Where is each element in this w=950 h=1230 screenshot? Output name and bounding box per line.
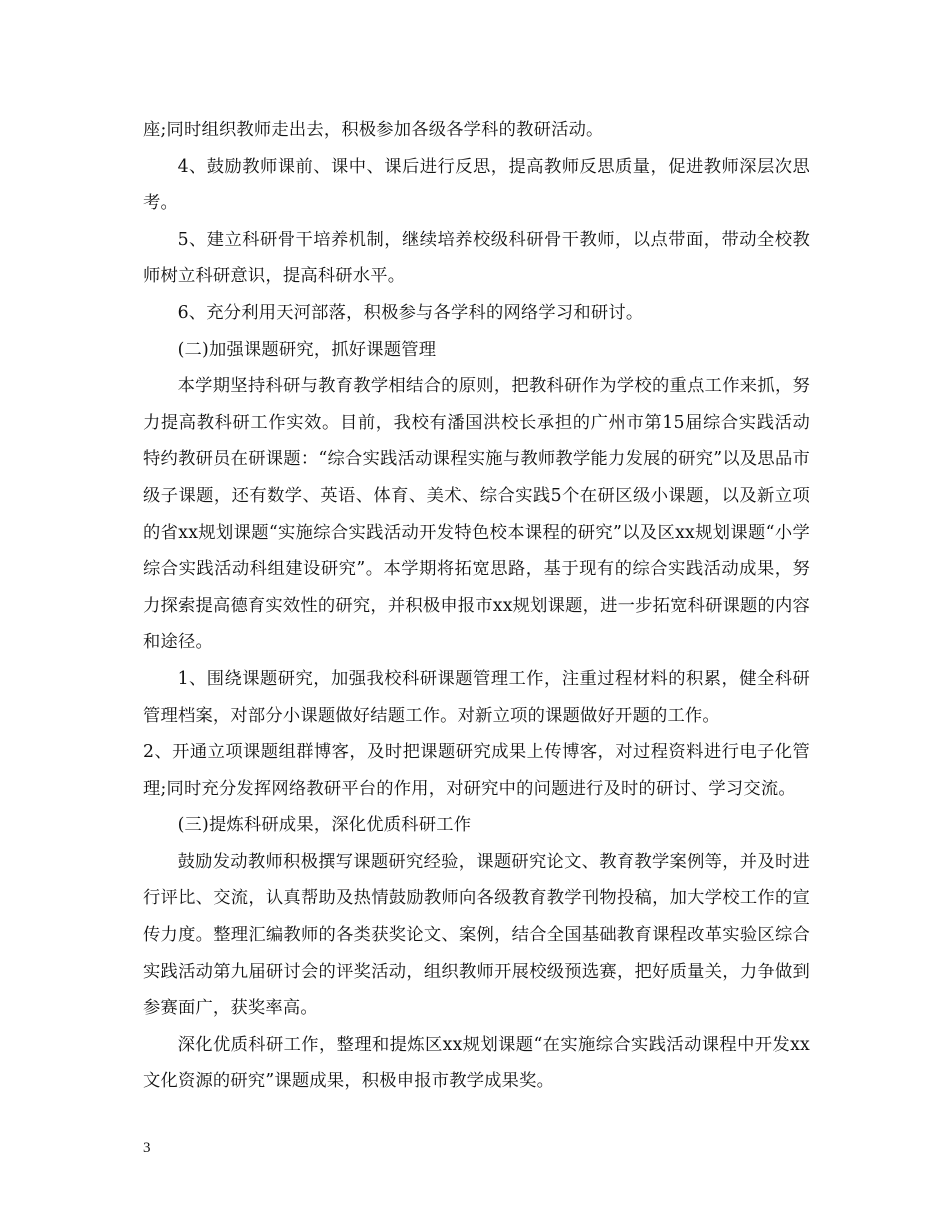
section-heading-3: (三)提炼科研成果，深化优质科研工作 (177, 815, 472, 836)
paragraph-5: 本学期坚持科研与教育教学相结合的原则，把教科研作为学校的重点工作来抓，努力提高教科研工作实效。目前，我校有潘国洪校长承担的广州市第15届综合实践活动特约教研员在研课题：“综合实践活动课程实施与教师教学能力发展的研究”以及思品市级子课题，还有数学、英语、体育、美术、综合实践5个在研区级小课题，以及新立项的省xx规划课题“实施综合实践活动开发特色校本课程的研究”以及区xx规划课题“小学综合实践活动科组建设研究”。本学期将拓宽思路，基于现有的综合实践活动成果，努力探索提高德育实效性的研究，并积极申报市xx规划课题，进一步拓宽科研课题的内容和途径。 (143, 376, 810, 653)
document-body (143, 112, 810, 1100)
paragraph-6: 1、围绕课题研究，加强我校科研课题管理工作，注重过程材料的积累，健全科研管理档案，对部分小课题做好结题工作。对新立项的课题做好开题的工作。 (143, 668, 810, 726)
paragraph-8: 鼓励发动教师积极撰写课题研究经验，课题研究论文、教育教学案例等，并及时进行评比、交流，认真帮助及热情鼓励教师向各级教育教学刊物投稿，加大学校工作的宣传力度。整理汇编教师的各类获奖论文、案例，结合全国基础教育课程改革实验区综合实践活动第九届研讨会的评奖活动，组织教师开展校级预选赛，把好质量关，力争做到参赛面广，获奖率高。 (143, 851, 810, 1019)
paragraph-4: 6、充分利用天河部落，积极参与各学科的网络学习和研讨。 (177, 302, 644, 323)
page-number: 3 (143, 1140, 151, 1156)
paragraph-2: 4、鼓励教师课前、课中、课后进行反思，提高教师反思质量，促进教师深层次思考。 (143, 156, 810, 214)
paragraph-3: 5、建立科研骨干培养机制，继续培养校级科研骨干教师，以点带面，带动全校教师树立科研意识，提高科研水平。 (143, 229, 810, 287)
section-heading-2: (二)加强课题研究，抓好课题管理 (177, 339, 437, 360)
paragraph-1: 座;同时组织教师走出去，积极参加各级各学科的教研活动。 (143, 120, 604, 140)
paragraph-9: 深化优质科研工作，整理和提炼区xx规划课题“在实施综合实践活动课程中开发xx文化资源的研究”课题成果，积极申报市教学成果奖。 (143, 1034, 810, 1092)
paragraph-7: 2、开通立项课题组群博客，及时把课题研究成果上传博客，对过程资料进行电子化管理;同时充分发挥网络教研平台的作用，对研究中的问题进行及时的研讨、学习交流。 (143, 742, 810, 799)
